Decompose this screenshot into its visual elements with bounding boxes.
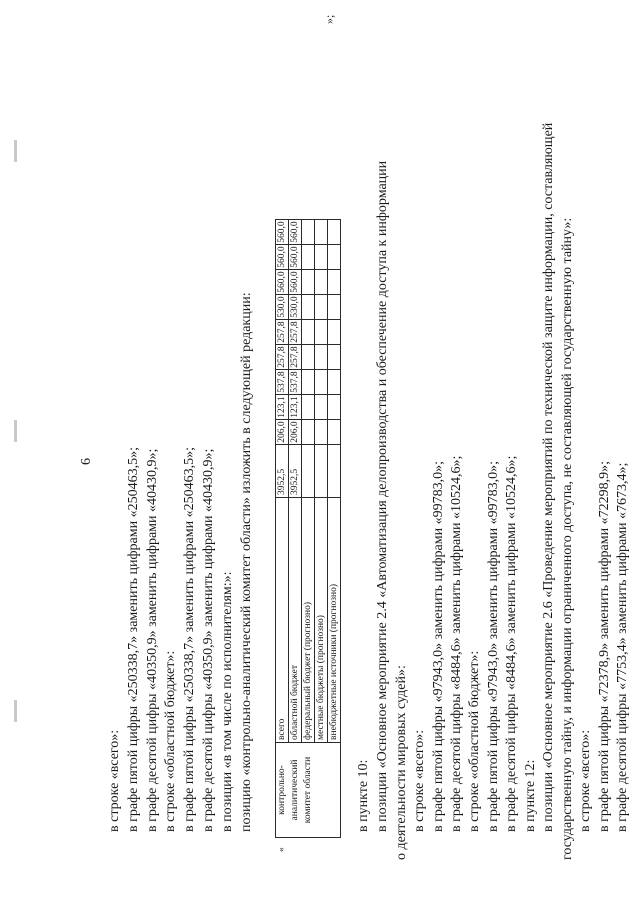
text-line: в графе десятой цифры «40350,9» заменить цифрами «40430,9»; [145, 448, 160, 832]
total-cell: 3952,5 [289, 445, 302, 498]
text-line: в графе пятой цифры «97943,0» заменить цифрами «99783,0»; [486, 461, 501, 832]
value-cell [315, 320, 328, 345]
value-cell: 206,0 [290, 421, 300, 443]
org-cell: контрольно-аналитический комитет области [276, 743, 341, 838]
value-cell [315, 345, 328, 370]
value-cell [328, 395, 341, 420]
value-cell: 530,0 [277, 296, 287, 318]
value-cell: 560,0 [277, 271, 287, 293]
value-cell [328, 270, 341, 295]
text-line: в строке «областной бюджет»: [163, 650, 178, 832]
open-quote: « [276, 847, 287, 852]
text-line: в пункте 10: [356, 759, 371, 832]
funding-table [275, 219, 341, 854]
close-quote: »; [322, 14, 336, 24]
left-margin-mark-2 [14, 420, 17, 442]
table-row [276, 220, 289, 855]
rotated-document-page [79, 14, 630, 860]
value-cell [315, 420, 328, 445]
text-line: в графе десятой цифры «8484,6» заменить цифрами «10524,6»; [504, 455, 519, 832]
value-cell [315, 220, 328, 245]
value-cell [302, 420, 315, 445]
text-line: в строке «областной бюджет»: [467, 650, 482, 832]
value-cell [302, 295, 315, 320]
value-cell: 257,8 [290, 346, 300, 368]
text-line: о деятельности мировых судей»: [394, 665, 409, 860]
value-cell [315, 395, 328, 420]
total-cell: 3952,5 [276, 445, 289, 498]
value-cell [302, 220, 315, 245]
value-cell: 560,0 [290, 246, 300, 268]
source-cell: местные бюджеты (прогнозно) [315, 498, 328, 743]
value-cell [328, 245, 341, 270]
value-cell [328, 345, 341, 370]
value-cell [315, 245, 328, 270]
text-line: позицию «контрольно-аналитический комитет области» изложить в следующей редакции: [239, 292, 254, 832]
value-cell: 257,8 [290, 321, 300, 343]
value-cell: 530,0 [290, 296, 300, 318]
text-line: в строке «всего»: [578, 729, 593, 832]
value-cell [328, 320, 341, 345]
value-cell [302, 370, 315, 395]
left-margin-mark-3 [14, 140, 17, 162]
value-cell [328, 370, 341, 395]
value-cell [328, 420, 341, 445]
total-cell [315, 445, 328, 498]
value-cell: 123,1 [277, 396, 287, 418]
value-cell [315, 370, 328, 395]
value-cell [315, 295, 328, 320]
text-line: в позиции «Основное мероприятие 2.4 «Автоматизация делопроизводства и обеспечение доступа к информации [375, 160, 390, 832]
text-line: в графе десятой цифры «7753,4» заменить цифрами «7673,4»; [615, 462, 630, 832]
total-cell [302, 445, 315, 498]
value-cell [302, 345, 315, 370]
value-cell: 560,0 [277, 246, 287, 268]
text-line: в графе пятой цифры «97943,0» заменить цифрами «99783,0»; [431, 461, 446, 832]
text-line: в графе пятой цифры «250338,7» заменить цифрами «250463,5»; [126, 447, 141, 832]
text-line: в пункте 12: [523, 759, 538, 832]
text-line: в строке «всего»: [107, 729, 122, 832]
value-cell: 257,8 [277, 346, 287, 368]
value-cell [302, 395, 315, 420]
value-cell: 560,0 [290, 221, 300, 243]
text-line: в графе пятой цифры «72378,9» заменить цифрами «72298,9»; [597, 461, 612, 832]
text-line: в позиции «в том числе по исполнителям:»: [220, 571, 235, 832]
value-cell [302, 245, 315, 270]
value-cell [302, 320, 315, 345]
value-cell: 560,0 [277, 221, 287, 243]
value-cell [302, 270, 315, 295]
page-number: 6 [79, 458, 94, 465]
value-cell [315, 270, 328, 295]
value-cell: 257,8 [277, 321, 287, 343]
source-cell: федеральный бюджет (прогнозно) [302, 498, 315, 743]
value-cell [328, 295, 341, 320]
source-cell: внебюджетные источники (прогнозно) [328, 498, 341, 743]
value-cell: 537,8 [290, 371, 300, 393]
source-cell: всего [276, 498, 289, 743]
text-line: в графе десятой цифры «40350,9» заменить цифрами «40430,9»; [201, 448, 216, 832]
value-cell: 560,0 [290, 271, 300, 293]
value-cell: 123,1 [290, 396, 300, 418]
value-cell: 206,0 [277, 421, 287, 443]
total-cell [328, 445, 341, 498]
source-cell: областной бюджет [289, 498, 302, 743]
text-line: в строке «всего»: [412, 729, 427, 832]
left-margin-mark-1 [14, 700, 17, 722]
text-line: государственную тайну, и информации ограниченного доступа, не составляющей государственную тайну»: [560, 217, 575, 860]
text-line: в позиции «Основное мероприятие 2.6 «Проведение мероприятий по технической защите информации, составляющей [541, 122, 556, 832]
text-line: в графе десятой цифры «8484,6» заменить цифрами «10524,6»; [449, 455, 464, 832]
value-cell [328, 220, 341, 245]
value-cell: 537,8 [277, 371, 287, 393]
text-line: в графе пятой цифры «250338,7» заменить цифрами «250463,5»; [182, 447, 197, 832]
